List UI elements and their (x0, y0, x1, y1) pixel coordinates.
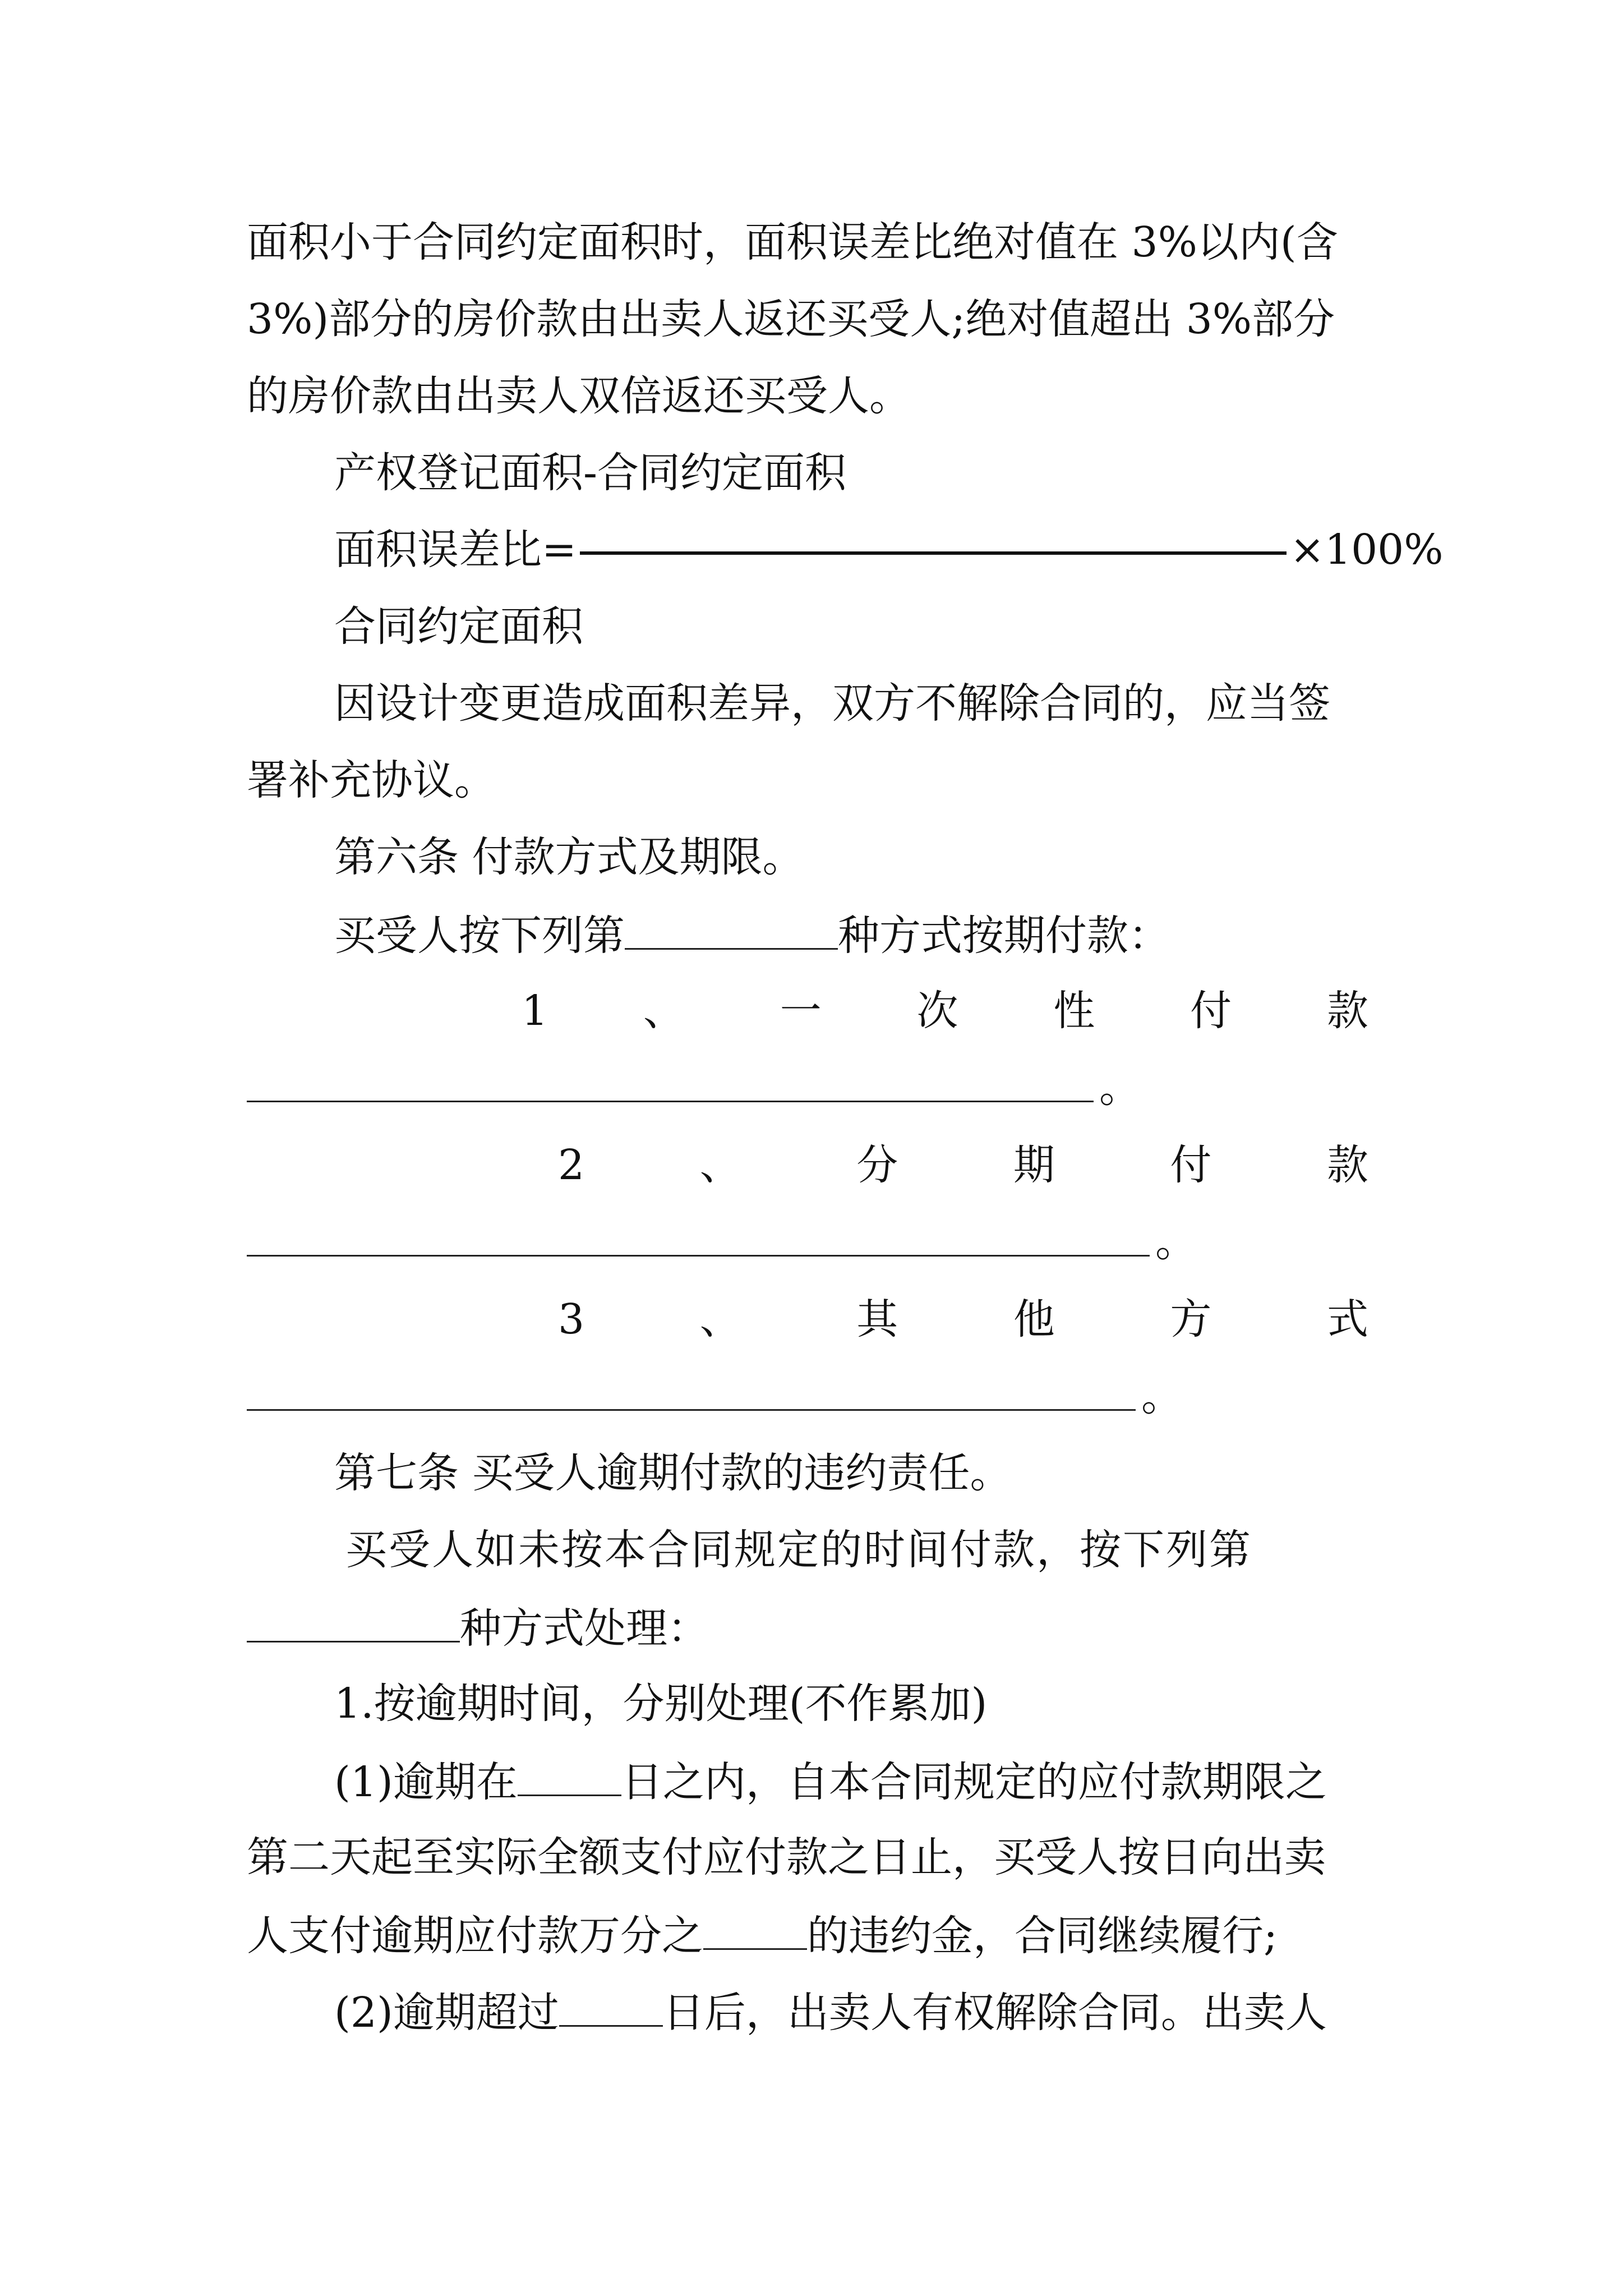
period: 。 (1141, 1372, 1183, 1420)
fill-blank (703, 1913, 807, 1950)
fill-blank (247, 1606, 460, 1642)
paragraph-line: 人支付逾期应付款万分之 的违约金，合同继续履行; (247, 1912, 1278, 1960)
article-7-title: 第七条 买受人逾期付款的违约责任。 (334, 1449, 1012, 1497)
article-6-intro: 买受人按下列第 种方式按期付款： (334, 912, 1170, 960)
paragraph-line: 署补充协议。 (247, 756, 496, 804)
paragraph-line: 面积小于合同约定面积时，面积误差比绝对值在 3%以内(含 (247, 218, 1338, 266)
fill-blank (559, 1990, 663, 2027)
fill-blank-line (247, 1101, 1094, 1102)
formula-line (334, 526, 1444, 574)
item-1-1: (1)逾期在 日之内，自本合同规定的应付款期限之 (334, 1758, 1327, 1806)
period: 。 (1155, 1218, 1197, 1266)
paragraph-line: 3%)部分的房价款由出卖人返还买受人;绝对值超出 3%部分 (247, 295, 1335, 343)
payment-option-3: 3 、 其 他 方 式 (558, 1295, 1368, 1343)
fill-blank (625, 913, 838, 950)
period: 。 (1099, 1064, 1141, 1112)
formula-lhs: 面积误差比= (334, 526, 577, 574)
paragraph-line: 种方式处理： (247, 1606, 709, 1649)
fraction-bar (580, 551, 1287, 555)
fill-blank-line (247, 1409, 1136, 1411)
paragraph-line: 因设计变更造成面积差异，双方不解除合同的，应当签 (334, 679, 1330, 728)
formula-rhs: ×100% (1290, 526, 1444, 574)
paragraph-line: 买受人如未按本合同规定的时间付款，按下列第 (345, 1526, 1252, 1574)
fill-blank (518, 1760, 621, 1796)
item-1-2: (2)逾期超过 日后，出卖人有权解除合同。出卖人 (334, 1989, 1327, 2037)
item-1: 1.按逾期时间，分别处理(不作累加) (334, 1680, 988, 1728)
article-6-title: 第六条 付款方式及期限。 (334, 833, 804, 881)
fill-blank-line (247, 1255, 1150, 1257)
paragraph-line: 第二天起至实际全额支付应付款之日止，买受人按日向出卖 (247, 1833, 1326, 1881)
paragraph-line: 的房价款由出卖人双倍返还买受人。 (247, 372, 911, 420)
payment-option-1: 1 、 一 次 性 付 款 (522, 987, 1368, 1035)
payment-option-2: 2 、 分 期 付 款 (558, 1141, 1368, 1189)
formula-denominator: 合同约定面积 (334, 602, 583, 651)
formula-numerator: 产权登记面积-合同约定面积 (334, 449, 847, 497)
